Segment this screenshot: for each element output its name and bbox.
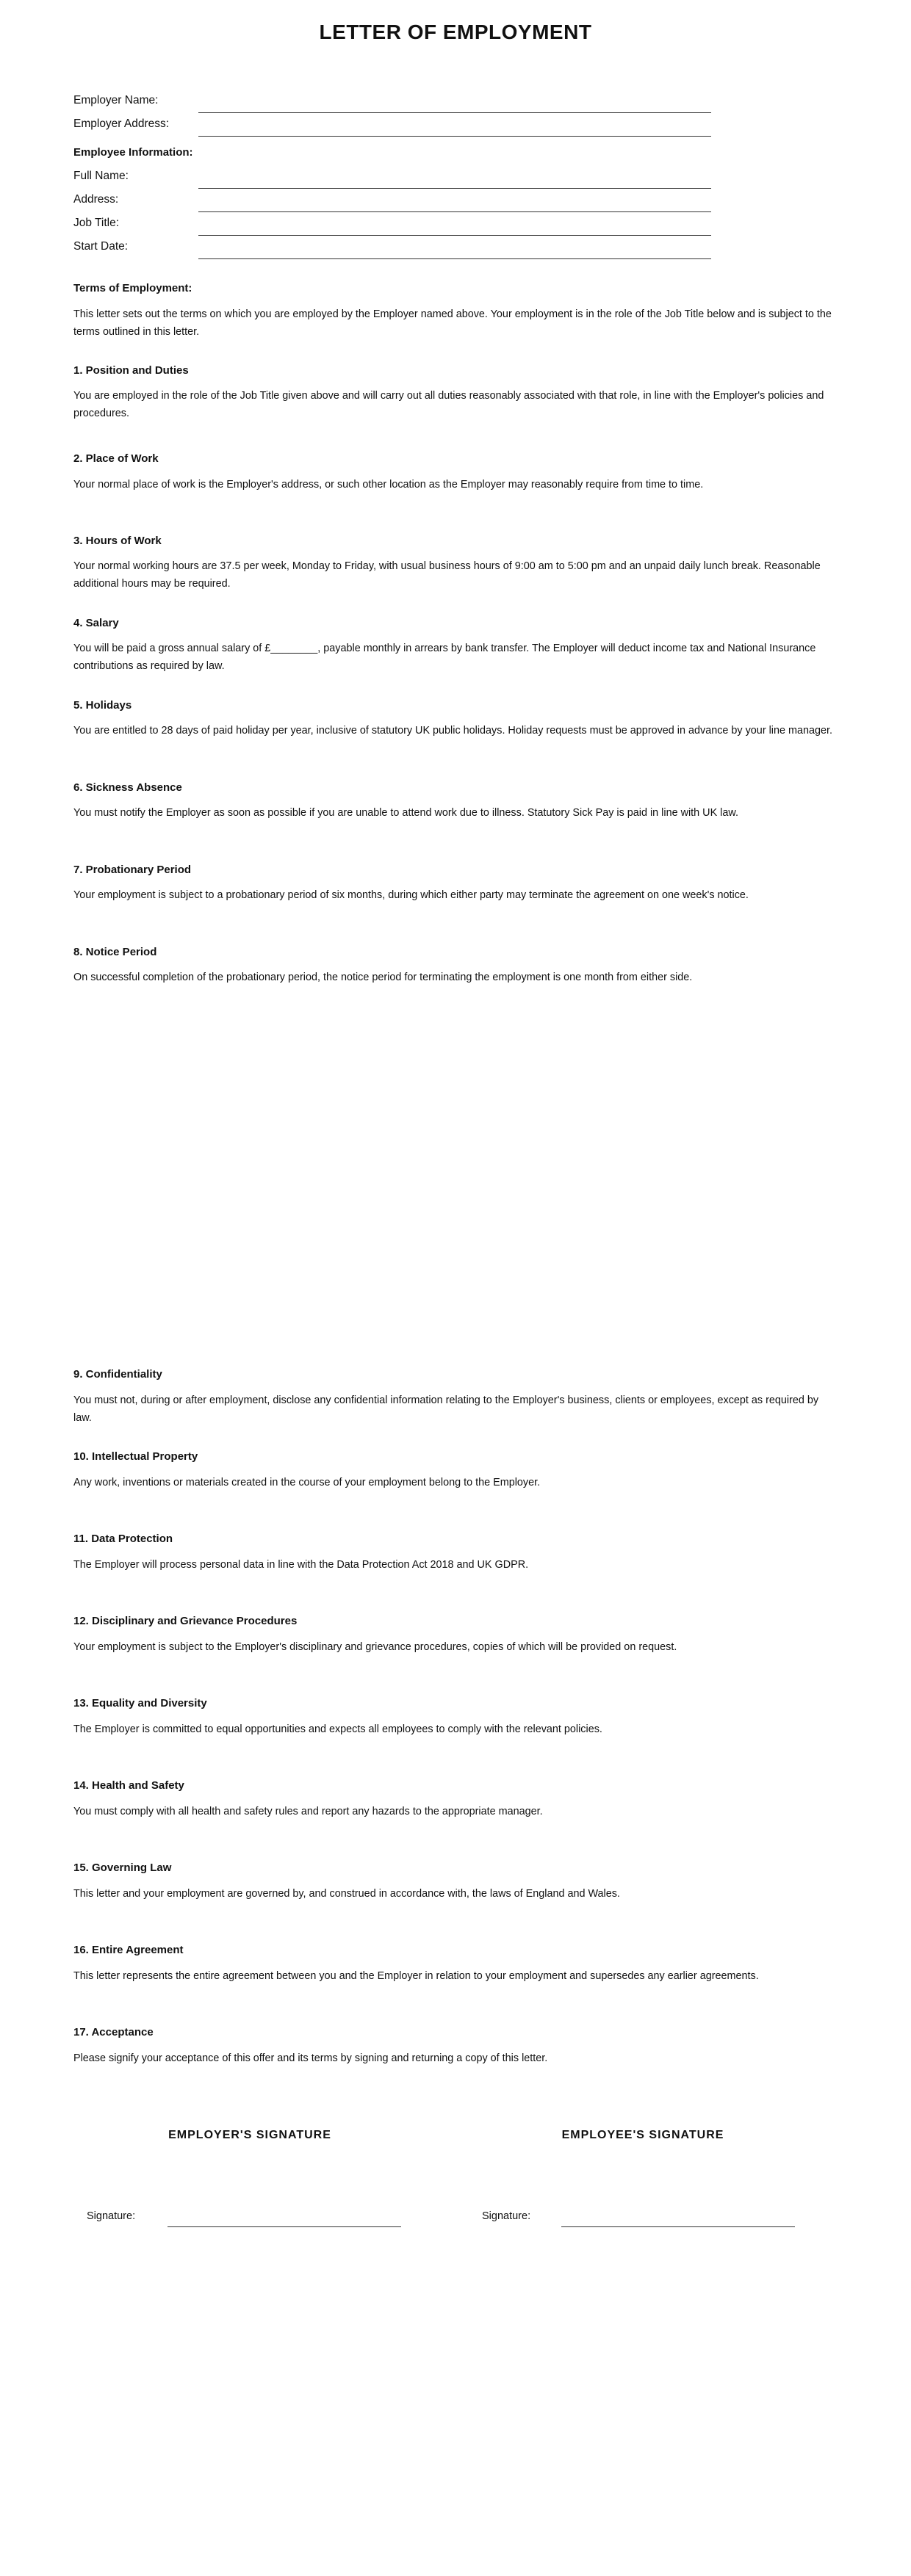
section-body: Your employment is subject to a probationary period of six months, during which either party may terminate the agreement on one week's notice. [73,889,749,901]
section-body: This letter represents the entire agreement between you and the Employer in relation to your employment and supersedes any earlier agreements. [73,1970,759,1982]
section-heading: 8. Notice Period [73,946,157,958]
section-heading: 3. Hours of Work [73,535,162,547]
employer-signature-label: Signature: [87,2210,136,2222]
employer-address-label: Employer Address: [73,117,170,130]
full-name-label: Full Name: [73,170,129,182]
section-heading: 17. Acceptance [73,2026,154,2038]
job-title-field[interactable] [198,235,711,236]
start-date-field[interactable] [198,258,711,259]
document-title: LETTER OF EMPLOYMENT [319,21,592,43]
section-body: You are entitled to 28 days of paid holiday per year, inclusive of statutory UK public holidays. Holiday requests must be approved in advance by your line manager. [73,725,833,737]
terms-heading: Terms of Employment: [73,282,192,294]
employer-address-field[interactable] [198,136,711,137]
section-heading: 2. Place of Work [73,452,159,465]
section-heading: 7. Probationary Period [73,864,192,876]
section-body: You must not, during or after employment, disclose any confidential information relating to the Employer's business, clients or employees, except as required by law. [73,1394,819,1424]
employee-signature-label: Signature: [482,2210,531,2222]
full-name-field[interactable] [198,188,711,189]
section-body: This letter and your employment are governed by, and construed in accordance with, the laws of England and Wales. [73,1888,620,1900]
section-body: Any work, inventions or materials created in the course of your employment belong to the Employer. [73,1477,541,1488]
section-heading: 14. Health and Safety [73,1779,184,1792]
employer-signature-heading: EMPLOYER'S SIGNATURE [168,2129,331,2141]
employee-signature-heading: EMPLOYEE'S SIGNATURE [561,2129,724,2141]
section-body: You will be paid a gross annual salary of £________, payable monthly in arrears by bank transfer. The Employer will deduct income tax and National Insurance contributions as required by law. [73,643,816,672]
section-body: Please signify your acceptance of this offer and its terms by signing and returning a copy of this letter. [73,2052,548,2064]
section-heading: 5. Holidays [73,699,132,712]
job-title-label: Job Title: [73,217,120,229]
employer-name-label: Employer Name: [73,94,159,106]
employee-info-heading: Employee Information: [73,146,193,159]
section-body: The Employer is committed to equal opportunities and expects all employees to comply with the relevant policies. [73,1723,602,1735]
section-heading: 1. Position and Duties [73,364,189,377]
section-body: The Employer will process personal data in line with the Data Protection Act 2018 and UK GDPR. [73,1559,529,1571]
employer-name-field[interactable] [198,112,711,113]
section-body: You are employed in the role of the Job Title given above and will carry out all duties reasonably associated with that role, in line with the Employer's policies and procedures. [73,390,824,419]
employer-signature-field[interactable] [168,2226,401,2227]
section-body: On successful completion of the probationary period, the notice period for terminating the employment is one month from either side. [73,972,693,983]
terms-intro: This letter sets out the terms on which you are employed by the Employer named above. Your employment is in the role of the Job Title below and is subject to the terms outlined in this letter. [73,308,832,338]
section-heading: 15. Governing Law [73,1862,172,1874]
section-heading: 4. Salary [73,617,119,629]
section-heading: 10. Intellectual Property [73,1450,198,1463]
section-heading: 12. Disciplinary and Grievance Procedures [73,1615,298,1627]
section-heading: 11. Data Protection [73,1533,173,1545]
section-body: You must notify the Employer as soon as possible if you are unable to attend work due to illness. Statutory Sick Pay is paid in line with UK law. [73,807,738,819]
section-body: Your normal working hours are 37.5 per week, Monday to Friday, with usual business hours of 9:00 am to 5:00 pm and an unpaid daily lunch break. Reasonable additional hours may be required. [73,560,821,590]
employee-address-label: Address: [73,193,119,206]
start-date-label: Start Date: [73,240,129,253]
employee-signature-field[interactable] [561,2226,795,2227]
section-body: Your employment is subject to the Employer's disciplinary and grievance procedures, copies of which will be provided on request. [73,1641,677,1653]
section-body: Your normal place of work is the Employer's address, or such other location as the Employer may reasonably require from time to time. [73,479,704,491]
section-heading: 6. Sickness Absence [73,781,182,794]
section-heading: 9. Confidentiality [73,1368,162,1381]
section-heading: 13. Equality and Diversity [73,1697,207,1710]
section-heading: 16. Entire Agreement [73,1944,184,1956]
section-body: You must comply with all health and safety rules and report any hazards to the appropriate manager. [73,1806,543,1817]
employee-address-field[interactable] [198,211,711,212]
